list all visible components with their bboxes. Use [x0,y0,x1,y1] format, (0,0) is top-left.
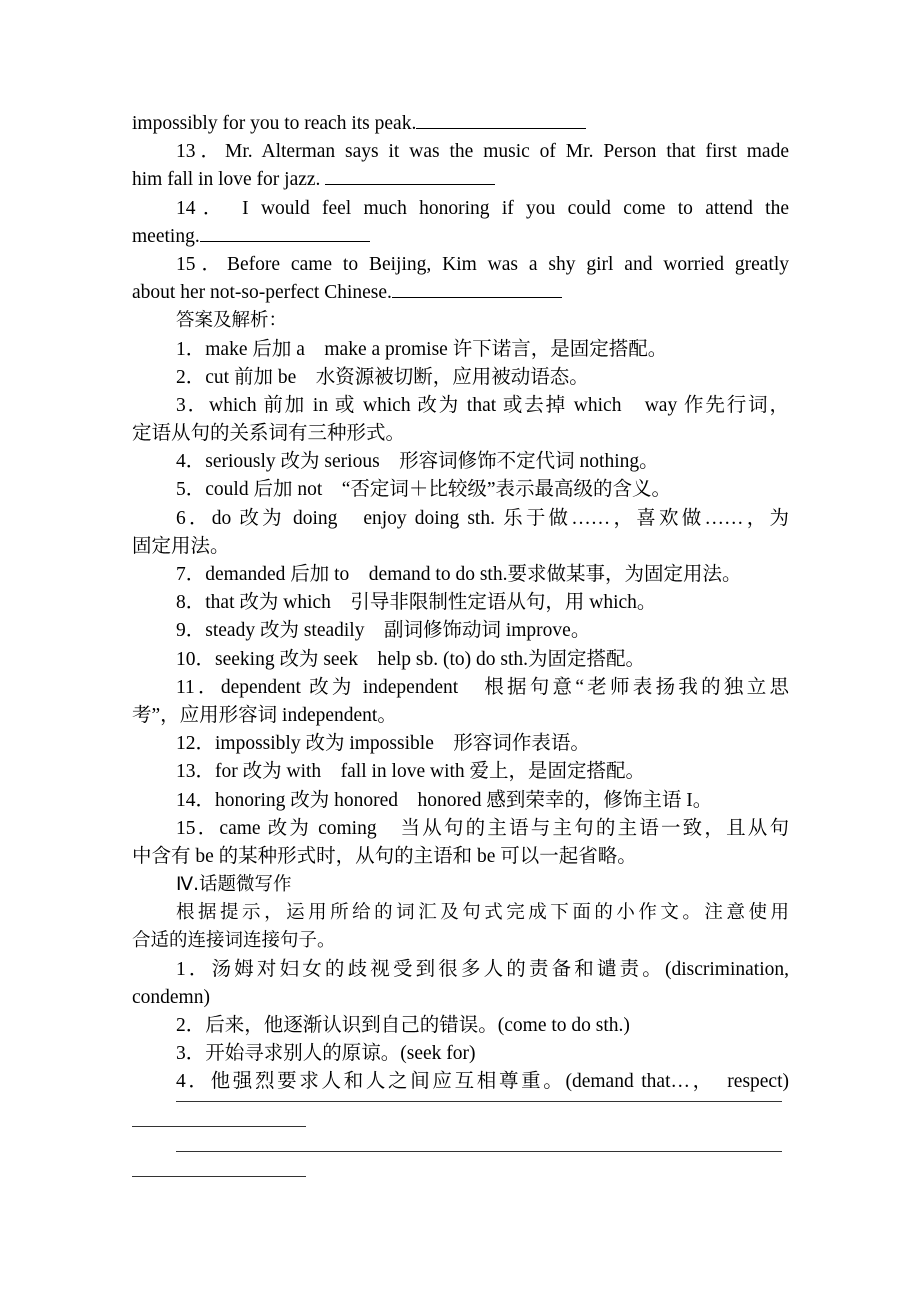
section-4-instruction-line-1: 根据提示，运用所给的词汇及句式完成下面的小作文。注意使用 [176,902,789,924]
answer-item-9: 9．steady 改为 steadily 副词修饰动词 improve。 [176,620,591,642]
answer-item-11-line-2: 考”，应用形容词 independent。 [132,704,397,726]
prompt-3: 3．开始寻求别人的原谅。(seek for) [176,1043,476,1065]
question-15-line-2: about her not-so-perfect Chinese. [132,279,789,307]
question-14-line-2: meeting. [132,223,789,251]
answer-item-10: 10．seeking 改为 seek help sb. (to) do sth.为固定搭配。 [176,648,646,670]
answers-heading: 答案及解析： [176,310,288,332]
answer-item-15-line-1: 15．came 改为 coming 当从句的主语与主句的主语一致，且从句 [176,817,789,839]
answer-item-11-line-1: 11．dependent 改为 independent 根据句意“老师表扬我的独立思 [176,676,789,698]
section-4-heading: Ⅳ.话题微写作 [176,874,292,896]
answer-item-6-line-1: 6．do 改为 doing enjoy doing sth. 乐于做……，喜欢做……，为 [176,507,789,529]
answer-item-1: 1．make 后加 a make a promise 许下诺言，是固定搭配。 [176,338,668,360]
question-14-line-1: 14． I would feel much honoring if you could come to attend the [176,197,789,219]
prompt-1-line-1: 1．汤姆对妇女的歧视受到很多人的责备和谴责。(discrimination, [176,958,789,980]
writing-line-2a[interactable] [176,1151,782,1152]
answer-blank-15[interactable] [392,279,562,298]
question-12-end: impossibly for you to reach its peak. [132,110,789,138]
document-page [132,110,789,1097]
prompt-4: 4．他强烈要求人和人之间应互相尊重。(demand that…， respect) [176,1071,789,1093]
answer-item-4: 4．seriously 改为 serious 形容词修饰不定代词 nothing。 [176,451,659,473]
answer-item-3-line-2: 定语从句的关系词有三种形式。 [132,423,406,445]
answer-item-14: 14．honoring 改为 honored honored 感到荣幸的，修饰主语 I。 [176,789,713,811]
answer-item-12: 12．impossibly 改为 impossible 形容词作表语。 [176,733,590,755]
answer-blank-14[interactable] [200,223,370,242]
question-13-line-1: 13．Mr. Alterman says it was the music of Mr. Person that first made [176,141,789,163]
writing-line-1a[interactable] [176,1101,782,1102]
answer-item-6-line-2: 固定用法。 [132,535,230,557]
answer-item-7: 7．demanded 后加 to demand to do sth.要求做某事，为固定用法。 [176,564,742,585]
section-4-instruction-line-2: 合适的连接词连接句子。 [132,930,336,952]
answer-item-2: 2．cut 前加 be 水资源被切断，应用被动语态。 [176,366,589,388]
answer-blank-13[interactable] [325,166,495,185]
answer-blank-12[interactable] [416,110,586,129]
writing-line-1b[interactable] [132,1126,306,1127]
answer-item-8: 8．that 改为 which 引导非限制性定语从句，用 which。 [176,592,657,614]
prompt-1-line-2: condemn) [132,986,210,1008]
question-13-line-2: him fall in love for jazz. [132,166,789,194]
answer-item-3-line-1: 3．which 前加 in 或 which 改为 that 或去掉 which way 作先行词， [176,394,789,416]
question-15-line-1: 15．Before came to Beijing, Kim was a shy girl and worried greatly [176,253,789,275]
answer-item-15-line-2: 中含有 be 的某种形式时，从句的主语和 be 可以一起省略。 [132,845,637,867]
writing-line-2b[interactable] [132,1176,306,1177]
answer-item-13: 13．for 改为 with fall in love with 爱上，是固定搭配。 [176,761,646,783]
answer-item-5: 5．could 后加 not “否定词＋比较级”表示最高级的含义。 [176,479,672,501]
prompt-2: 2．后来，他逐渐认识到自己的错误。(come to do sth.) [176,1015,630,1036]
